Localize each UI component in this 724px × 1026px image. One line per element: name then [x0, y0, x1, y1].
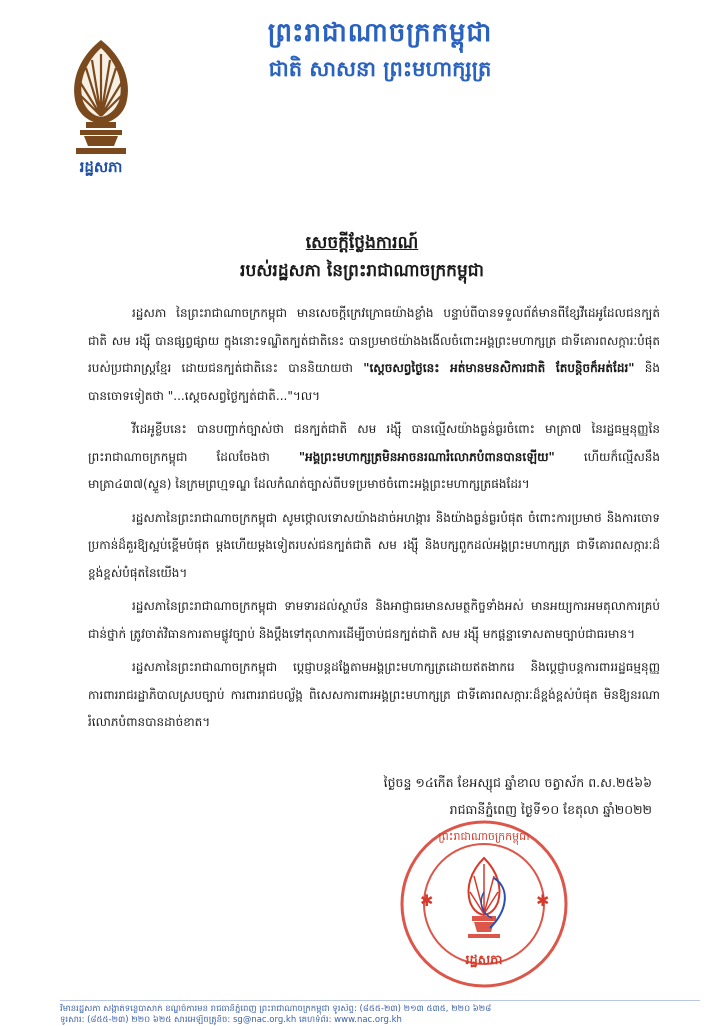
- svg-text:✱: ✱: [420, 891, 434, 910]
- document-subtitle: របស់រដ្ឋសភា នៃព្រះរាជាណាចក្រកម្ពុជា: [240, 261, 484, 281]
- letterhead-footer: [60, 1000, 700, 1026]
- department-label: រដ្ឋសភា: [79, 158, 123, 176]
- statement-body: [88, 300, 660, 743]
- document-title: សេចក្តីថ្លែងការណ៍: [305, 233, 419, 253]
- paragraph: រដ្ឋសភានៃព្រះរាជាណាចក្រកម្ពុជា សូមថ្កោលទោសយ៉ាងដាច់អហង្ការ និងយ៉ាងធ្ងន់ធ្ងរបំផុត ចំពោះការប្រមាថ និងការចោទប្រកាន់ដ៏គួរឱ្យស្អប់ខ្ពើមបំផុត ម្តងហើយម្តងទៀតរបស់ជនក្បត់ជាតិ សម រង្ស៊ី និងបក្សពួកដល់អង្គព្រះមហាក្សត្រ ជាទីគោរពសក្ការៈដ៏ខ្ពង់ខ្ពស់បំផុតនៃយើង។: [88, 510, 660, 580]
- solar-date: រាជធានីភ្នំពេញ ថ្ងៃទី១០ ខែតុលា ឆ្នាំ២០២២: [449, 802, 652, 817]
- lunar-date: ថ្ងៃចន្ទ ១៤កើត ខែអស្សុជ ឆ្នាំខាល ចត្វាស័ក ព.ស.២៥៦៦: [383, 775, 652, 790]
- svg-text:✱: ✱: [536, 891, 550, 910]
- footer-address: វិមានរដ្ឋសភា សង្កាត់ទន្លេបាសាក់ ខណ្ឌចំការមន រាជធានីភ្នំពេញ ព្រះរាជាណាចក្រកម្ពុជា ទូរស័ព្ទ: (៨៥៥-២៣) ២១៣ ៥៣៥, ២២០ ៦២៨: [60, 1004, 492, 1014]
- paragraph: រដ្ឋសភា នៃព្រះរាជាណាចក្រកម្ពុជា មានសេចក្តីក្រេវក្រោធយ៉ាងខ្លាំង បន្ទាប់ពីបានទទួលព័ត៌មានពីខ្សែវីដេអូដែលជនក្បត់ជាតិ សម រង្ស៊ី បានផ្សព្វផ្សាយ ក្នុងនោះទណ្ឌិតក្បត់ជាតិនេះ បានប្រមាថយ៉ាងងងើលចំពោះអង្គព្រះមហាក្សត្រ ជាទីគោរពសក្ការៈបំផុតរបស់ប្រជារាស្ត្រខ្មែរ ដោយជនក្បត់ជាតិនេះ បាននិយាយថា "ស្តេចសព្វថ្ងៃនេះ អត់មានមនសិការជាតិ តែបន្តិចក៏អត់ដែរ" និងបានចោទទៀតថា "...ស្តេចសព្វថ្ងៃក្បត់ជាតិ..."។ល។: [88, 306, 660, 403]
- official-stamp: [398, 818, 570, 990]
- national-assembly-emblem: [66, 38, 136, 156]
- stamp-ring-text: ព្រះរាជាណាចក្រកម្ពុជា: [438, 830, 530, 843]
- paragraph: រដ្ឋសភានៃព្រះរាជាណាចក្រកម្ពុជា ប្តេជ្ញាបន្តដង្ហែតាមអង្គព្រះមហាក្សត្រដោយឥតងាករេ និងប្តេជ្ញាបន្តការពាររដ្ឋធម្មនុញ្ញ ការពាររាជរដ្ឋាភិបាលស្របច្បាប់ ការពាររាជបល្ល័ង្ក ពិសេសការពារអង្គព្រះមហាក្សត្រ ជាទីគោរពសក្ការៈដ៏ខ្ពង់ខ្ពស់បំផុត មិនឱ្យនរណារំលោភបំពានបានដាច់ខាត។: [88, 660, 660, 729]
- stamp-label: រដ្ឋសភា: [465, 953, 503, 968]
- kingdom-heading: ព្រះរាជាណាចក្រកម្ពុជា: [267, 18, 493, 48]
- paragraph: វីដេអូខ្លីបនេះ បានបញ្ជាក់ច្បាស់ថា ជនក្បត់ជាតិ សម រង្ស៊ី បានល្មើសយ៉ាងធ្ងន់ធ្ងរចំពោះ មាត្រា៧ នៃរដ្ឋធម្មនុញ្ញនៃព្រះរាជាណាចក្រកម្ពុជា ដែលចែងថា "អង្គព្រះមហាក្សត្រមិនអាចនរណារំលោភបំពានបានឡើយ" ហើយក៏ល្មើសនឹង មាត្រា៤៣៧(ស្ទួន) នៃក្រមព្រហ្មទណ្ឌ ដែលកំណត់ច្បាស់ពីបទប្រមាថចំពោះអង្គព្រះមហាក្សត្រផងដែរ។: [88, 422, 660, 491]
- paragraph: រដ្ឋសភានៃព្រះរាជាណាចក្រកម្ពុជា ទាមទារដល់ស្ថាប័ន និងអាជ្ញាធរមានសមត្ថកិច្ចទាំងអស់ មានអយ្យការអមតុលាការគ្រប់ជាន់ថ្នាក់ ត្រូវចាត់វិធានការតាមផ្លូវច្បាប់ និងប្តឹងទៅតុលាការដើម្បីចាប់ជនក្បត់ជាតិ សម រង្ស៊ី មកផ្តន្ទាទោសតាមច្បាប់ជាធរមាន។: [88, 599, 660, 641]
- national-motto: ជាតិ សាសនា ព្រះមហាក្សត្រ: [268, 57, 492, 81]
- footer-contact: ទូរសារ: (៨៥៥-២៣) ២២០ ៦២៥ សារអេឡិចត្រូនិច: sg@nac.org.kh គេហទំព័រ: www.nac.org.kh: [60, 1015, 402, 1025]
